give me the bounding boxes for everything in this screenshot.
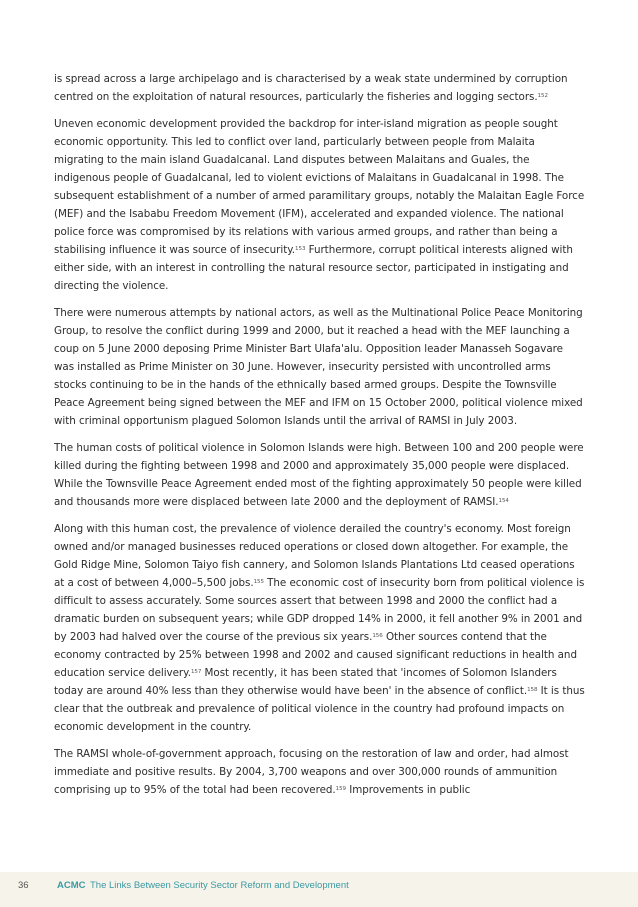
paragraph-text: Along with this human cost, the prevalence of violence derailed the country's economy. Most foreign owned and/or managed businesses reduced operations or closed down altogether. For example, the Gold Ridge Mine, Solomon Taiyo fish cannery, and Solomon Islands Plantations Ltd ceased operations at a cost of between 4,000–5,500 jobs. (54, 523, 575, 589)
paragraph (54, 70, 586, 106)
paragraph-text: The human costs of political violence in Solomon Islands were high. Between 100 and 200 people were killed during the fighting between 1998 and 2000 and approximately 35,000 people were displaced. While the Townsville Peace Agreement ended most of the fighting approximately 50 people were killed and thousands more were displaced between late 2000 and the deployment of RAMSI. (54, 442, 584, 508)
paragraph-text: There were numerous attempts by national actors, as well as the Multinational Police Peace Monitoring Group, to resolve the conflict during 1999 and 2000, but it reached a head with the MEF launching a coup on 5 June 2000 deposing Prime Minister Bart Ulafa'alu. Opposition leader Manasseh Sogavare was installed as Prime Minister on 30 June. However, insecurity persisted with uncontrolled arms stocks continuing to be in the hands of the ethnically based armed groups. Despite the Townsville Peace Agreement being signed between the MEF and IFM on 15 October 2000, political violence mixed with criminal opportunism plagued Solomon Islands until the arrival of RAMSI in July 2003. (54, 307, 583, 427)
footnote-ref[interactable]: 154 (498, 498, 509, 504)
page-footer (0, 872, 638, 907)
footnote-ref[interactable]: 159 (335, 786, 347, 792)
page-number: 36 (18, 880, 29, 891)
footnote-ref[interactable]: 157 (190, 669, 202, 675)
paragraph-text: Uneven economic development provided the backdrop for inter-island migration as people sought economic opportunity. This led to conflict over land, particularly between people from Malaita migrating to the main island Guadalcanal. Land disputes between Malaitans and Guales, the indigenous people of Guadalcanal, led to violent evictions of Malaitans in Guadalcanal in 1998. The subsequent establishment of a number of armed paramilitary groups, notably the Malaitan Eagle Force (MEF) and the Isababu Freedom Movement (IFM), accelerated and expanded violence. The national police force was compromised by its relations with various armed groups, and rather than being a stabilising influence it was source of insecurity. (54, 118, 585, 256)
footnote-ref[interactable]: 158 (527, 687, 538, 693)
footnote-ref[interactable]: 155 (253, 579, 264, 585)
paragraph (54, 304, 586, 430)
paragraph-text: The RAMSI whole-of-government approach, focusing on the restoration of law and order, had almost immediate and positive results. By 2004, 3,700 weapons and over 300,000 rounds of ammunition comprising up to 95% of the total had been recovered. (54, 748, 569, 796)
paragraph (54, 745, 586, 799)
footer-brand: ACMC (57, 880, 86, 891)
paragraph-text: Improvements in public (346, 784, 471, 796)
footnote-ref[interactable]: 156 (372, 633, 383, 639)
paragraph (54, 520, 586, 736)
paragraph-text: Other sources contend that the economy contracted by 25% between 1998 and 2002 and caused significant reductions in health and education service delivery. (54, 631, 577, 679)
footer-document-title: The Links Between Security Sector Reform and Development (90, 880, 349, 891)
paragraph-text: Furthermore, corrupt political interests aligned with either side, with an interest in controlling the natural resource sector, participated in instigating and directing the violence. (54, 244, 573, 292)
paragraph-text: Most recently, it has been stated that 'incomes of Solomon Islanders today are around 40% less than they otherwise would have been' in the absence of conflict. (54, 667, 557, 697)
paragraph-text: is spread across a large archipelago and is characterised by a weak state undermined by corruption centred on the exploitation of natural resources, particularly the fisheries and logging sectors. (54, 73, 568, 103)
footnote-ref[interactable]: 153 (295, 246, 306, 252)
footnote-ref[interactable]: 152 (537, 93, 548, 99)
body-text (54, 70, 586, 808)
paragraph (54, 115, 586, 295)
paragraph-text: It is thus clear that the outbreak and prevalence of political violence in the country had profound impacts on economic development in the country. (54, 685, 585, 733)
paragraph-text: The economic cost of insecurity born from political violence is difficult to assess accurately. Some sources assert that between 1998 and 2000 the conflict had a dramatic burden on subsequent years; while GDP dropped 14% in 2000, it fell another 9% in 2001 and by 2003 had halved over the course of the previous six years. (54, 577, 585, 643)
paragraph (54, 439, 586, 511)
